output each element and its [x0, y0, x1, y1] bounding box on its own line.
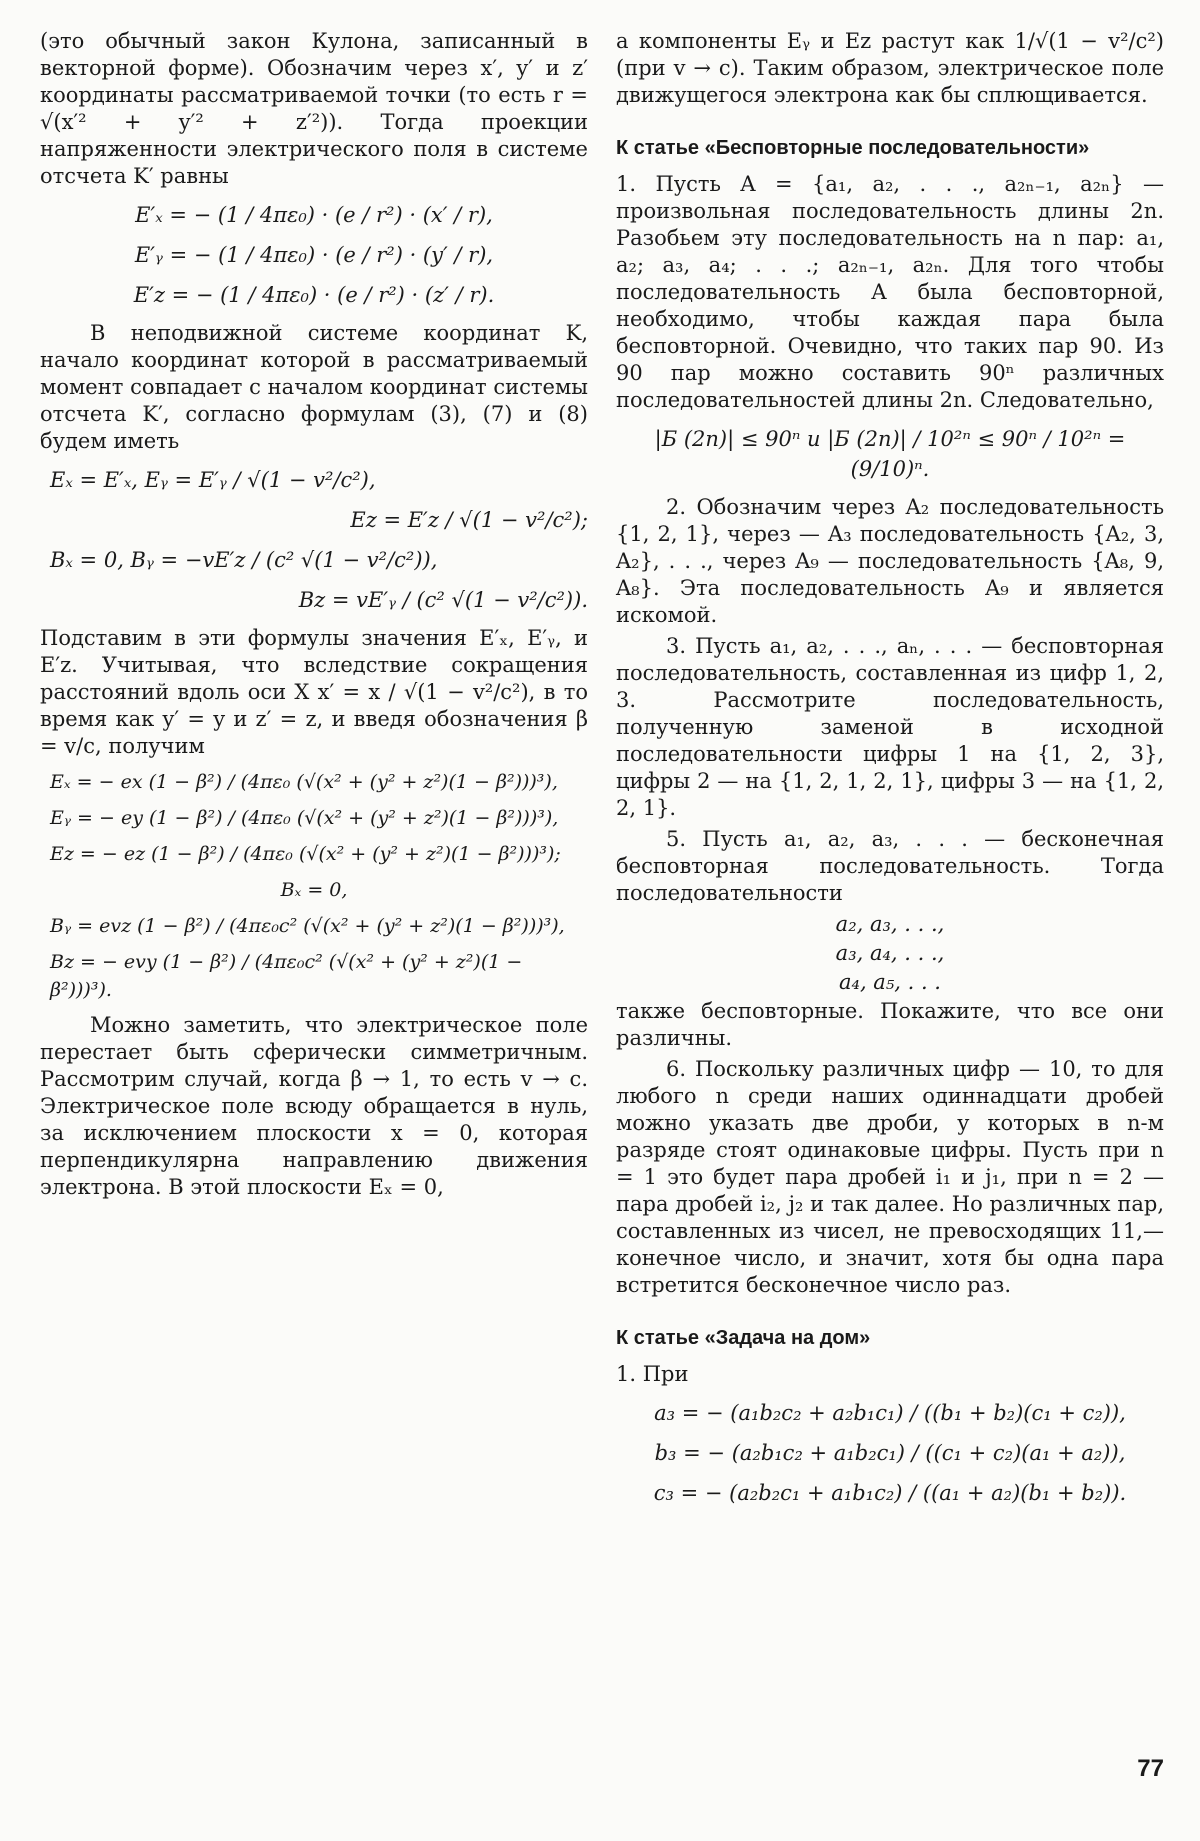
section-heading: К статье «Бесповторные последовательности»: [616, 137, 1090, 159]
equation: c₃ = − (a₂b₂c₁ + a₁b₁c₂) / ((a₁ + a₂)(b₁ + b₂)).: [653, 1481, 1127, 1505]
sequence-line: a₄, a₅, . . .: [839, 970, 941, 994]
equation: Bz = − evy (1 − β²) / (4πε₀c² (√(x² + (y² + z²)(1 − β²)))³).: [50, 951, 523, 1001]
equation: E′z = − (1 / 4πε₀) · (e / r²) · (z′ / r).: [133, 283, 495, 307]
equation: Bz = vE′ᵧ / (c² √(1 − v²/c²)).: [298, 588, 588, 612]
equation: E′ₓ = − (1 / 4πε₀) · (e / r²) · (x′ / r),: [135, 203, 493, 227]
sequence-line: a₂, a₃, . . .,: [835, 912, 945, 936]
sequence-line: a₃, a₄, . . .,: [835, 941, 945, 965]
equation: Bₓ = 0, Bᵧ = −vE′z / (c² √(1 − v²/c²)),: [50, 548, 438, 572]
paragraph: а компоненты Eᵧ и Ez растут как 1/√(1 − v²/c²) (при v → c). Таким образом, электрическое поле движущегося электрона как бы сплющивается.: [616, 29, 1164, 107]
paragraph: (это обычный закон Кулона, записанный в векторной форме). Обозначим через x′, y′ и z′ координаты рассматриваемой точки (то есть r = √(x′² + y′² + z′²)). Тогда проекции напряженности электрического поля в системе отсчета K′ равны: [40, 29, 588, 188]
equation: Ez = E′z / √(1 − v²/c²);: [350, 508, 588, 532]
paragraph: 6. Поскольку различных цифр — 10, то для любого n среди наших одиннадцати дробей можно указать две дроби, у которых в n-м разряде стоят одинаковые цифры. Пусть при n = 1 это будет пара дробей i₁ и j₁, при n = 2 — пара дробей i₂, j₂ и так далее. Но различных пар, составленных из чисел, не превосходящих 11,— конечное число, и значит, хотя бы одна пара встретится бесконечное число раз.: [616, 1057, 1164, 1297]
equation: Eₓ = E′ₓ, Eᵧ = E′ᵧ / √(1 − v²/c²),: [50, 468, 376, 492]
equation: |Б (2n)| ≤ 90ⁿ и |Б (2n)| / 10²ⁿ ≤ 90ⁿ / 10²ⁿ = (9/10)ⁿ.: [654, 427, 1126, 481]
paragraph: также бесповторные. Покажите, что все они различны.: [616, 999, 1164, 1050]
paragraph: 3. Пусть a₁, a₂, . . ., aₙ, . . . — бесповторная последовательность, составленная из цифр 1, 2, 3. Рассмотрите последовательность, полученную заменой в исходной последовательности цифры 1 на {1, 2, 3}, цифры 2 — на {1, 2, 1, 2, 1}, цифры 3 — на {1, 2, 2, 1}.: [616, 634, 1164, 820]
equation: a₃ = − (a₁b₂c₂ + a₂b₁c₁) / ((b₁ + b₂)(c₁ + c₂)),: [654, 1401, 1126, 1425]
paragraph: 5. Пусть a₁, a₂, a₃, . . . — бесконечная бесповторная последовательность. Тогда последовательности: [616, 827, 1164, 905]
right-column: [616, 28, 1164, 1518]
paragraph: Можно заметить, что электрическое поле перестает быть сферически симметричным. Рассмотрим случай, когда β → 1, то есть v → c. Электрическое поле всюду обращается в нуль, за исключением плоскости x = 0, которая перпендикулярна направлению движения электрона. В этой плоскости Eₓ = 0,: [40, 1013, 588, 1199]
paragraph: 1. При: [616, 1362, 689, 1386]
equation: Ez = − ez (1 − β²) / (4πε₀ (√(x² + (y² + z²)(1 − β²)))³);: [50, 843, 561, 865]
equation: Eₓ = − ex (1 − β²) / (4πε₀ (√(x² + (y² + z²)(1 − β²)))³),: [50, 771, 558, 793]
paragraph: 1. Пусть A = {a₁, a₂, . . ., a₂ₙ₋₁, a₂ₙ} — произвольная последовательность длины 2n. Разобьем эту последовательность на n пар: a₁, a₂; a₃, a₄; . . .; a₂ₙ₋₁, a₂ₙ. Для того чтобы последовательность A была бесповторной, необходимо, чтобы каждая пара была бесповторной. Очевидно, что таких пар 90. Из 90 пар можно составить 90ⁿ различных последовательностей длины 2n. Следовательно,: [616, 172, 1164, 412]
section-heading: К статье «Задача на дом»: [616, 1327, 871, 1349]
page-number: 77: [1137, 1755, 1164, 1782]
equation: b₃ = − (a₂b₁c₂ + a₁b₂c₁) / ((c₁ + c₂)(a₁ + a₂)),: [654, 1441, 1126, 1465]
paragraph: В неподвижной системе координат K, начало координат которой в рассматриваемый момент совпадает с началом координат системы отсчета K′, согласно формулам (3), (7) и (8) будем иметь: [40, 321, 588, 453]
paragraph: Подставим в эти формулы значения E′ₓ, E′ᵧ, и E′z. Учитывая, что вследствие сокращения расстояний вдоль оси X x′ = x / √(1 − v²/c²), в то время как y′ = y и z′ = z, и введя обозначения β = v/c, получим: [40, 626, 588, 758]
paragraph: 2. Обозначим через A₂ последовательность {1, 2, 1}, через — A₃ последовательность {A₂, 3, A₂}, . . ., через A₉ — последовательность {A₈, 9, A₈}. Эта последовательность A₉ и является искомой.: [616, 495, 1164, 627]
equation: E′ᵧ = − (1 / 4πε₀) · (e / r²) · (y′ / r),: [134, 243, 494, 267]
equation: Bᵧ = evz (1 − β²) / (4πε₀c² (√(x² + (y² + z²)(1 − β²)))³),: [50, 915, 565, 937]
equation: Bₓ = 0,: [280, 879, 348, 901]
equation: Eᵧ = − ey (1 − β²) / (4πε₀ (√(x² + (y² + z²)(1 − β²)))³),: [50, 807, 559, 829]
left-column: [40, 28, 588, 1205]
